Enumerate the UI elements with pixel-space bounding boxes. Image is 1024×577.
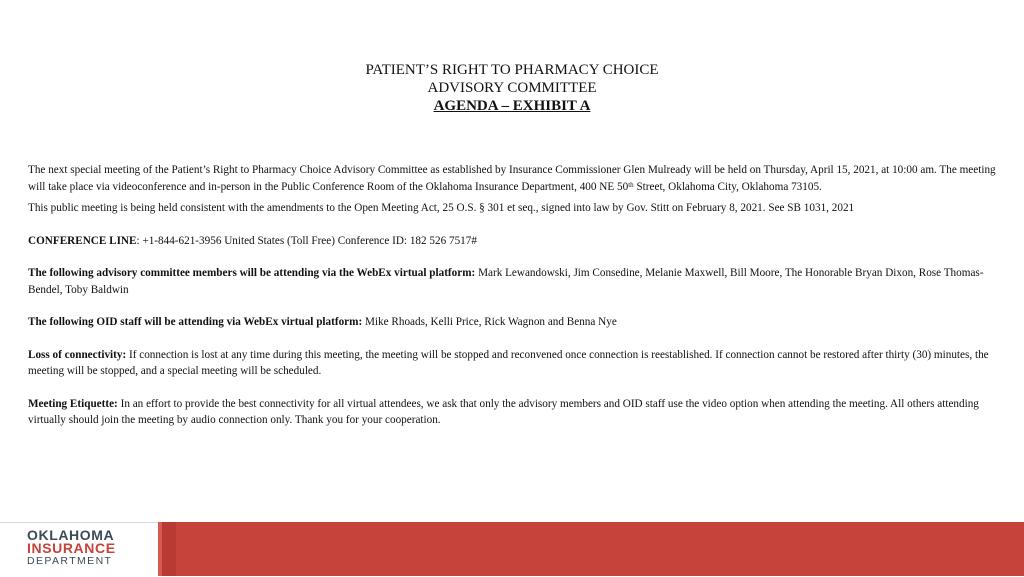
connectivity-label: Loss of connectivity: bbox=[28, 348, 127, 361]
agenda-subtitle: AGENDA – EXHIBIT A bbox=[433, 98, 591, 114]
etiquette-label: Meeting Etiquette: bbox=[28, 397, 118, 410]
oid-staff-text: Mike Rhoads, Kelli Price, Rick Wagnon and Benna Nye bbox=[362, 316, 617, 328]
logo-department: DEPARTMENT bbox=[27, 555, 113, 567]
intro-paragraph bbox=[28, 162, 998, 195]
public-meeting-paragraph: This public meeting is being held consistent with the amendments to the Open Meeting Act, 25 O.S. § 301 et seq., signed into law by Gov. Stitt on February 8, 2021. See SB 1031, 2021 bbox=[28, 202, 855, 214]
footer-red-band bbox=[176, 522, 1024, 576]
conference-line-text: : +1-844-621-3956 United States (Toll Free) Conference ID: 182 526 7517# bbox=[136, 234, 477, 247]
committee-members-label: The following advisory committee members will be attending via the WebEx virtual platform: bbox=[28, 267, 476, 279]
etiquette-text: In an effort to provide the best connectivity for all virtual attendees, we ask that only the advisory members and OID staff use the video option when attending the meeting. All others attending virtually should join the meeting by audio connection only. Thank you for your cooperation. bbox=[28, 397, 979, 426]
footer-bar bbox=[0, 522, 1024, 576]
conference-line-label: CONFERENCE LINE bbox=[28, 234, 137, 247]
title-line-1: PATIENT’S RIGHT TO PHARMACY CHOICE bbox=[365, 62, 659, 78]
etiquette-paragraph bbox=[28, 396, 998, 429]
intro-text: The next special meeting of the Patient’s Right to Pharmacy Choice Advisory Committee as established by Insurance Commissioner Glen Mulready will be held on Thursday, April 15, 2021, at 10:00 am. The meeting will take place via videoconference and in-person in the Public Conference Room of the Oklahoma Insurance Department, 400 NE 50 bbox=[28, 164, 996, 193]
committee-members-text: Mark Lewandowski, Jim Consedine, Melanie Maxwell, Bill Moore, The Honorable Bryan Dixon, Rose Thomas-Bendel, Toby Baldwin bbox=[28, 267, 984, 296]
oid-staff-label: The following OID staff will be attending via WebEx virtual platform: bbox=[28, 316, 363, 328]
logo-insurance: INSURANCE bbox=[27, 540, 116, 556]
intro-superscript: th bbox=[628, 180, 634, 189]
footer-stripe-dark bbox=[162, 522, 176, 576]
oid-staff-paragraph bbox=[28, 314, 998, 331]
connectivity-paragraph bbox=[28, 347, 998, 380]
logo-wordmark bbox=[27, 529, 116, 567]
conference-line-paragraph bbox=[28, 233, 998, 250]
logo-oklahoma: OKLAHOMA bbox=[27, 527, 115, 543]
intro-text-end: Street, Oklahoma City, Oklahoma 73105. bbox=[633, 180, 822, 193]
title-line-2: ADVISORY COMMITTEE bbox=[427, 80, 597, 96]
title-block bbox=[0, 61, 1024, 115]
agenda-body bbox=[28, 162, 998, 429]
oid-logo bbox=[0, 522, 158, 577]
committee-members-paragraph bbox=[28, 265, 998, 298]
connectivity-text: If connection is lost at any time during this meeting, the meeting will be stopped and reconvened once connection is reestablished. If connection cannot be restored after thirty (30) minutes, the meeting will be stopped, and a special meeting will be scheduled. bbox=[28, 348, 989, 377]
